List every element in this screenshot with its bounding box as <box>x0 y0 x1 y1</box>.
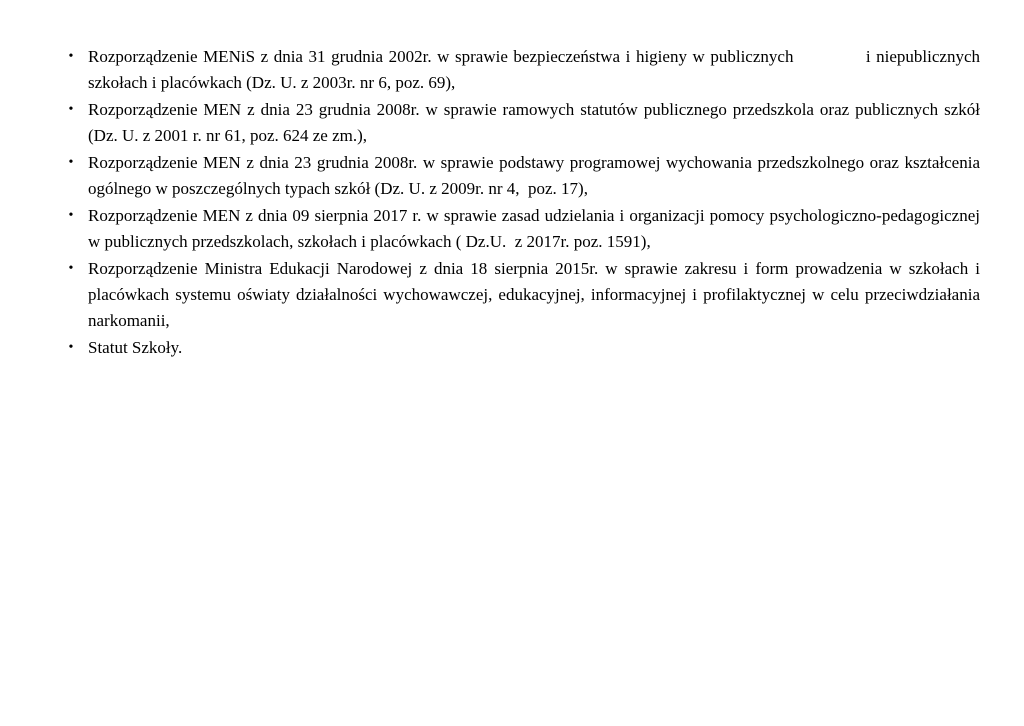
bullet-icon: • <box>68 102 74 117</box>
bullet-icon: • <box>68 340 74 355</box>
list-item <box>0 335 1024 361</box>
list-item <box>0 97 1024 149</box>
bullet-icon: • <box>68 49 74 64</box>
list-item <box>0 256 1024 334</box>
list-item <box>0 150 1024 202</box>
list-item <box>0 44 1024 96</box>
regulations-list <box>0 44 1024 361</box>
list-item-text: Rozporządzenie Ministra Edukacji Narodowej z dnia 18 sierpnia 2015r. w sprawie zakresu i form prowadzenia w szkołach i placówkach systemu oświaty działalności wychowawczej, edukacyjnej, informacyjnej i profilaktycznej w celu przeciwdziałania narkomanii, <box>88 259 985 330</box>
list-item-text: Rozporządzenie MENiS z dnia 31 grudnia 2002r. w sprawie bezpieczeństwa i higieny w publicznych i niepublicznych szkołach i placówkach (Dz. U. z 2003r. nr 6, poz. 69), <box>88 47 985 92</box>
list-item <box>0 203 1024 255</box>
list-item-text: Rozporządzenie MEN z dnia 23 grudnia 2008r. w sprawie ramowych statutów publicznego przedszkola oraz publicznych szkół (Dz. U. z 2001 r. nr 61, poz. 624 ze zm.), <box>88 100 985 145</box>
bullet-icon: • <box>68 261 74 276</box>
bullet-icon: • <box>68 155 74 170</box>
bullet-icon: • <box>68 208 74 223</box>
list-item-text: Rozporządzenie MEN z dnia 09 sierpnia 2017 r. w sprawie zasad udzielania i organizacji pomocy psychologiczno-pedagogicznej w publicznych przedszkolach, szkołach i placówkach ( Dz.U. z 2017r. poz. 1591), <box>88 206 985 251</box>
list-item-text: Rozporządzenie MEN z dnia 23 grudnia 2008r. w sprawie podstawy programowej wychowania przedszkolnego oraz kształcenia ogólnego w poszczególnych typach szkół (Dz. U. z 2009r. nr 4, poz. 17), <box>88 153 985 198</box>
document-page <box>0 44 1024 361</box>
list-item-text: Statut Szkoły. <box>88 338 183 357</box>
